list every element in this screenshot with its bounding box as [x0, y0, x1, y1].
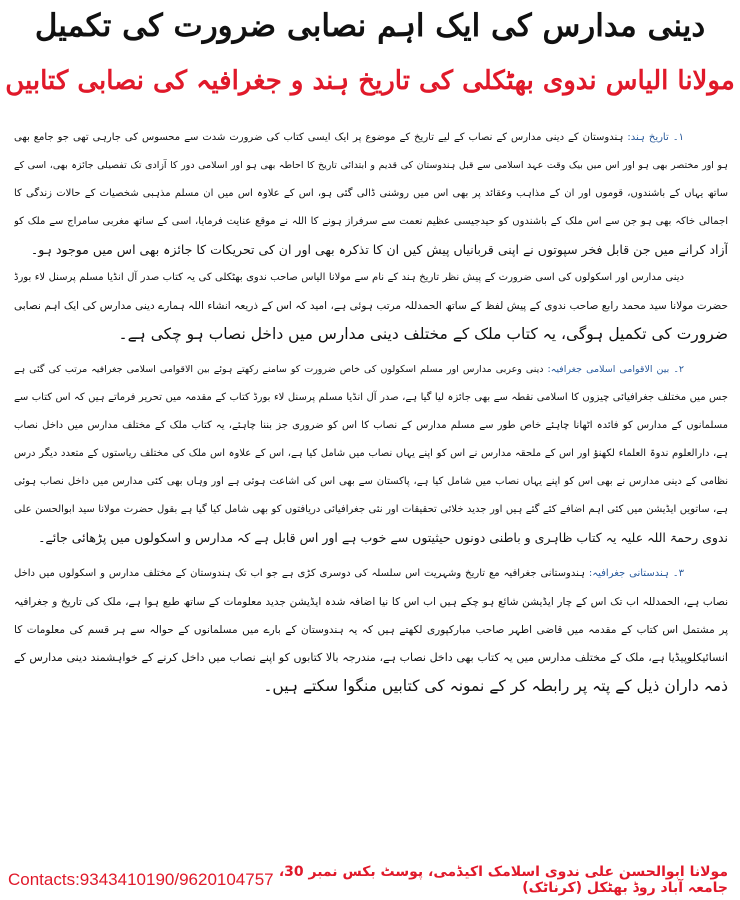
contact-address: مولانا ابوالحسن علی ندوی اسلامک اکیڈمی، پوسٹ بکس نمبر 30، جامعہ آباد روڈ بھٹکل (کرناٹک) [278, 864, 728, 896]
section-2-line: مسلمانوں کے مدارس کو فائدہ اٹھانا چاہئے خاص طور سے مسلم مدارس کے نصاب کا اس کو ضروری جز بننا چاہئے، یہ کتاب ملک کے مختلف مدارس میں داخل نصاب [14, 420, 728, 431]
section-3-number: ۳۔ [672, 568, 684, 579]
section-2-line: نظامی کے دینی مدارس نے بھی اس کو اپنے یہاں نصاب میں شامل کیا ہے، پاکستان سے بھی اس کی اشاعت ہوئی ہے اور وہاں بھی کئی مدارس میں داخل نصاب ہوئی [14, 476, 728, 487]
section-1-heading: تاریخ ہند: [627, 132, 669, 143]
section-3-line: نصاب ہے، الحمدللہ اب تک اس کے چار ایڈیشن شائع ہو چکے ہیں اب اس کا نیا اضافہ شدہ ایڈیشن جدید معلومات کے ساتھ طبع ہوا ہے، ملک کی تاریخ و جغرافیہ [14, 596, 728, 608]
section-1-para2-line: ضرورت کی تکمیل ہوگی، یہ کتاب ملک کے مختلف دینی مدارس میں داخل نصاب ہو چکی ہے۔ [118, 325, 728, 343]
section-1-line: آزاد کرانے میں جن قابل فخر سپوتوں نے اپنی قربانیاں پیش کیں ان کا تذکرہ بھی اور ان کی تحریکات کا جائزہ بھی اس میں موجود ہو۔ [30, 242, 728, 257]
section-3-line: انسائیکلوپیڈیا ہے، ملک کے مختلف مدارس میں یہ کتاب بھی داخل نصاب ہے، مندرجہ بالا کتابوں کو اپنے نصاب میں داخل کرنے کے خواہشمند دینی مدارس کے [14, 651, 728, 664]
section-2-line-1 [14, 356, 728, 384]
document-body [14, 124, 728, 700]
page-title: دینی مدارس کی ایک اہم نصابی ضرورت کی تکمیل [34, 8, 706, 44]
section-3-line-1 [14, 560, 728, 588]
section-3-line: ذمہ داران ذیل کے پتہ پر رابطہ کر کے نمونہ کی کتابیں منگوا سکتے ہیں۔ [263, 677, 728, 695]
section-2-line: جس میں مختلف جغرافیائی چیزوں کا اسلامی نقطہ سے بھی جائزہ لیا گیا ہے، صدر آل انڈیا مسلم پرسنل لاء بورڈ کتاب کے مقدمہ میں تحریر فرماتے ہیں کہ اس کتاب سے [14, 392, 728, 403]
section-2-heading: بین الاقوامی اسلامی جغرافیہ: [547, 364, 670, 375]
section-1-para2-line: دینی مدارس اور اسکولوں کی اسی ضرورت کے پیش نظر تاریخ ہند کے نام سے مولانا الیاس صاحب ندوی بھٹکلی کی یہ کتاب صدر آل انڈیا مسلم پرسنل لاء بورڈ [14, 272, 684, 283]
section-3-text: ہندوستانی جغرافیہ مع تاریخ وشہریت اس سلسلہ کی دوسری کڑی ہے جو اب تک ہندوستان کے مختلف مدارس و اسکولوں میں داخل [14, 568, 585, 579]
section-2-line: ندوی رحمۃ اللہ علیہ یہ کتاب ظاہری و باطنی دونوں حیثیتوں سے خوب ہے اور اس قابل ہے کہ مدارس و اسکولوں میں پڑھائی جائے۔ [38, 530, 728, 545]
footer [8, 864, 728, 896]
contact-numbers: Contacts:9343410190/9620104757 [8, 870, 274, 889]
section-1-line: اجمالی خاکہ بھی ہو جن سے اس ملک کے باشندوں کو حیدجیسی عظیم نعمت سے سرفراز ہونے کا اللہ نے موقع عنایت فرمایا، اسی کے ساتھ مغربی سامراج سے ملک کو [14, 216, 728, 227]
section-1-text: ہندوستان کے دینی مدارس کے نصاب کے لیے تاریخ کے موضوع پر ایک ایسی کتاب کی ضرورت شدت سے محسوس کی جارہی تھی جو جامع بھی [14, 132, 624, 143]
section-1-number: ۱۔ [672, 132, 684, 143]
section-2-line: ہے، ساتویں ایڈیشن میں کئی اہم اضافے کئے گئے ہیں اور جدید خلائی تحقیقات اور نئی جغرافیائی دریافتوں کو بھی شامل کیا گیا ہے بقول حضرت مولانا سید ابوالحسن علی [14, 504, 728, 515]
section-1-line: ساتھ یہاں کے باشندوں، قوموں اور ان کے مذاہب وعقائد پر بھی اس میں روشنی ڈالی گئی ہو، اس کے علاوہ اس میں ان مسلم مذہبی شخصیات کے حالات زندگی کا [14, 188, 728, 199]
page-subtitle: مولانا الیاس ندوی بھٹکلی کی تاریخ ہند و جغرافیہ کی نصابی کتابیں [5, 66, 735, 96]
section-2-line: ہے، دارالعلوم ندوۃ العلماء لکھنؤ اور اس کے ملحقہ مدارس نے اس کو اپنے یہاں نصاب میں شامل کیا ہے، اس کے علاوہ اس ملک کی مختلف ریاستوں کے متعدد دیگر درس [14, 448, 728, 459]
section-3-line: پر مشتمل اس کتاب کے مقدمہ میں قاضی اطہر صاحب مبارکپوری لکھتے ہیں کہ یہ ہندوستان کے بارے میں مسلمانوں کے حوالہ سے ہر قسم کی معلومات کا [14, 624, 728, 636]
section-1-line-1 [14, 124, 728, 152]
section-2-text: دینی وعربی مدارس اور مسلم اسکولوں کی خاص ضرورت کو سامنے رکھتے ہوئے بین الاقوامی اسلامی جغرافیہ مرتب کی گئی ہے [14, 364, 544, 375]
section-3-heading: ہندستانی جغرافیہ: [588, 568, 669, 579]
section-2-number: ۲۔ [673, 364, 684, 375]
section-1-line: ہو اور مختصر بھی ہو اور اس میں بیک وقت عہد اسلامی سے قبل ہندوستان کی قدیم و ابتدائی تاریخ کا احاطہ بھی ہو اور اسلامی دور کا آزادی تک تفصیلی جائزہ بھی، اسی کے [14, 160, 728, 171]
section-1-para2-line: حضرت مولانا سید محمد رابع صاحب ندوی کے پیش لفظ کے ساتھ الحمدللہ مرتب ہوئی ہے، امید کہ اس کے ذریعہ انشاء اللہ ہمارے دینی مدارس کی ایک اہم نصابی [14, 300, 728, 312]
